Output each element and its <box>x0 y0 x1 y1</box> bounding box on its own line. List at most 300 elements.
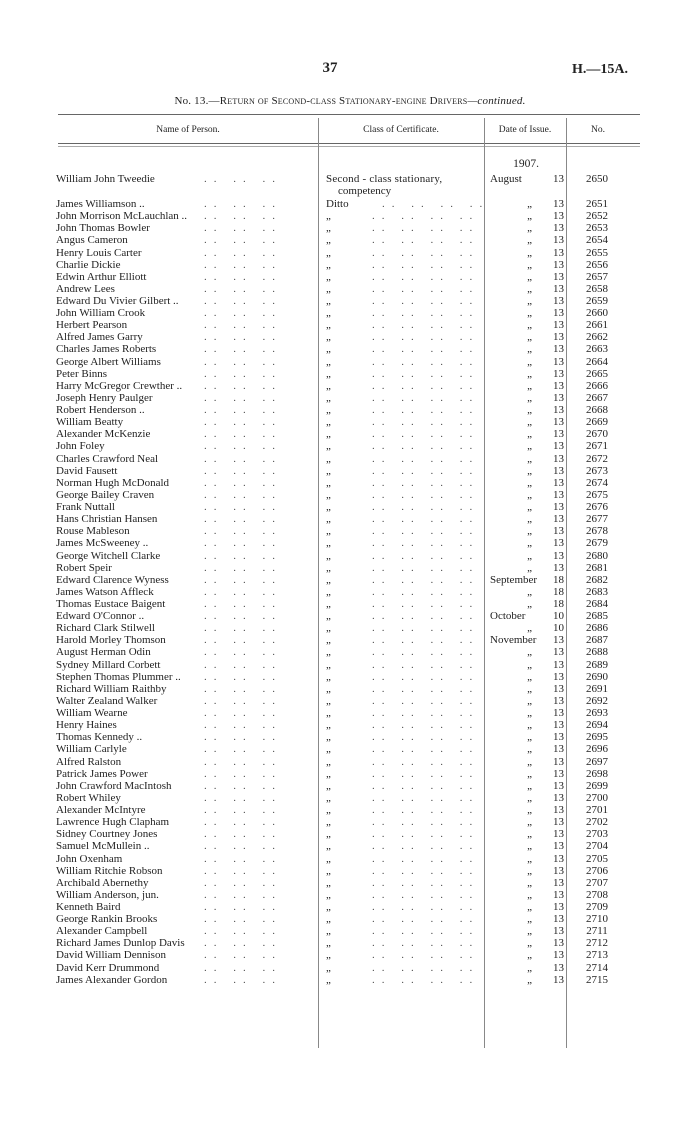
leader-dots: .. .. .. <box>204 864 282 877</box>
issue-month: „ <box>527 222 532 235</box>
issue-month: „ <box>527 622 532 635</box>
certificate-number: 2675 <box>586 488 608 501</box>
certificate-class: „ <box>326 852 331 865</box>
person-name: John Thomas Bowler <box>56 222 150 235</box>
issue-month: „ <box>527 598 532 610</box>
issue-day: 13 <box>553 937 564 950</box>
certificate-number: 2702 <box>586 816 608 829</box>
issue-day: 13 <box>553 295 564 307</box>
person-name: Alexander Campbell <box>56 925 148 938</box>
issue-day: 13 <box>553 501 564 513</box>
certificate-number: 2653 <box>586 222 608 235</box>
leader-dots: .. .. .. <box>204 198 282 210</box>
person-name: Robert Henderson .. <box>56 404 145 416</box>
column-header-no: No. <box>591 125 605 135</box>
leader-dots: .. .. .. <box>204 961 282 974</box>
certificate-number: 2688 <box>586 646 608 659</box>
issue-month: „ <box>527 937 532 950</box>
leader-dots: .. .. .. <box>204 622 282 635</box>
person-name: Edward O'Connor .. <box>56 610 145 623</box>
table-row <box>0 840 700 852</box>
leader-dots: .. .. .. .. <box>372 840 480 853</box>
table-row <box>0 768 700 780</box>
issue-month: „ <box>527 779 532 792</box>
person-name: Hans Christian Hansen <box>56 513 158 526</box>
leader-dots: .. .. .. <box>204 513 282 526</box>
certificate-class: „ <box>326 876 331 889</box>
table-row <box>0 816 700 828</box>
table-row <box>0 877 700 889</box>
issue-day: 13 <box>553 840 564 853</box>
leader-dots: .. .. .. .. <box>372 513 480 526</box>
issue-day: 13 <box>553 961 564 974</box>
leader-dots: .. .. .. <box>204 404 282 416</box>
issue-day: 13 <box>553 549 564 562</box>
table-row <box>0 574 700 586</box>
table-row <box>0 368 700 380</box>
issue-day: 13 <box>553 404 564 416</box>
leader-dots: .. .. .. <box>204 767 282 780</box>
leader-dots: .. .. .. .. <box>372 791 480 804</box>
person-name: John Crawford MacIntosh <box>56 779 172 792</box>
certificate-number: 2709 <box>586 901 608 913</box>
certificate-number: 2682 <box>586 573 608 586</box>
issue-month: „ <box>527 246 532 259</box>
leader-dots: .. .. .. <box>204 743 282 756</box>
issue-day: 13 <box>553 525 564 538</box>
leader-dots: .. .. .. <box>204 343 282 356</box>
leader-dots: .. .. .. .. <box>372 731 480 744</box>
issue-day: 13 <box>553 246 564 259</box>
leader-dots: .. .. .. <box>204 258 282 271</box>
issue-month: „ <box>527 295 532 307</box>
table-row <box>0 489 700 501</box>
issue-day: 13 <box>553 876 564 889</box>
person-name: Stephen Thomas Plummer .. <box>56 670 181 683</box>
certificate-number: 2662 <box>586 331 608 344</box>
issue-day: 13 <box>553 731 564 744</box>
certificate-class: „ <box>326 331 331 344</box>
person-name: Norman Hugh McDonald <box>56 476 170 489</box>
issue-month: „ <box>527 804 532 816</box>
issue-month: „ <box>527 925 532 938</box>
certificate-class: „ <box>326 755 331 768</box>
person-name: Andrew Lees <box>56 282 115 295</box>
issue-month: „ <box>527 452 532 465</box>
issue-day: 13 <box>553 355 564 368</box>
issue-day: 18 <box>553 585 564 598</box>
leader-dots: .. .. .. .. <box>372 234 480 247</box>
table-row <box>0 259 700 271</box>
certificate-class: „ <box>326 476 331 489</box>
leader-dots: .. .. .. <box>204 573 282 586</box>
leader-dots: .. .. .. <box>204 440 282 453</box>
certificate-class: „ <box>326 973 331 986</box>
table-row <box>0 719 700 731</box>
column-header-name: Name of Person. <box>156 125 220 135</box>
certificate-class: „ <box>326 513 331 526</box>
certificate-number: 2683 <box>586 585 608 598</box>
leader-dots: .. .. .. <box>204 488 282 501</box>
table-title-suffix: —continued. <box>467 95 526 107</box>
certificate-number: 2652 <box>586 210 608 223</box>
table-row <box>0 695 700 707</box>
certificate-class: „ <box>326 731 331 744</box>
issue-month: „ <box>527 901 532 913</box>
leader-dots: .. .. .. .. <box>372 876 480 889</box>
certificate-class: „ <box>326 840 331 853</box>
issue-month: „ <box>527 343 532 356</box>
issue-day: 13 <box>553 452 564 465</box>
table-row <box>0 901 700 913</box>
certificate-number: 2707 <box>586 876 608 889</box>
certificate-class: „ <box>326 391 331 404</box>
issue-day: 13 <box>553 804 564 816</box>
document-code: H.—15A. <box>572 62 628 77</box>
leader-dots: .. .. .. .. <box>372 307 480 320</box>
certificate-class: „ <box>326 901 331 913</box>
leader-dots: .. .. .. .. <box>372 573 480 586</box>
certificate-number: 2697 <box>586 755 608 768</box>
table-row <box>0 634 700 646</box>
leader-dots: .. .. .. <box>204 658 282 671</box>
table-row <box>0 307 700 319</box>
page-number: 37 <box>322 60 338 76</box>
certificate-number: 2661 <box>586 319 608 332</box>
leader-dots: .. .. .. <box>204 634 282 647</box>
leader-dots: .. .. .. <box>204 816 282 829</box>
issue-day: 13 <box>553 391 564 404</box>
certificate-number: 2710 <box>586 913 608 926</box>
table-row <box>0 925 700 937</box>
issue-month: „ <box>527 682 532 695</box>
table-row <box>0 610 700 622</box>
table-row <box>0 428 700 440</box>
leader-dots: .. .. .. <box>204 222 282 235</box>
issue-month: „ <box>527 319 532 332</box>
person-name: George Rankin Brooks <box>56 913 158 926</box>
leader-dots: .. .. .. <box>204 888 282 901</box>
table-row <box>0 937 700 949</box>
issue-day: 13 <box>553 694 564 707</box>
certificate-class: „ <box>326 282 331 295</box>
certificate-class: „ <box>326 828 331 841</box>
issue-month: „ <box>527 549 532 562</box>
issue-day: 13 <box>553 258 564 271</box>
leader-dots: .. .. .. .. <box>372 270 480 283</box>
table-row <box>0 513 700 525</box>
issue-month: „ <box>527 973 532 986</box>
certificate-number: 2660 <box>586 307 608 320</box>
table-row <box>0 537 700 549</box>
issue-day: 13 <box>553 234 564 247</box>
leader-dots: .. .. .. .. <box>372 779 480 792</box>
leader-dots: .. .. .. <box>204 210 282 223</box>
leader-dots: .. .. .. <box>204 234 282 247</box>
leader-dots: .. .. .. <box>204 694 282 707</box>
issue-month: „ <box>527 464 532 477</box>
certificate-class: „ <box>326 379 331 392</box>
leader-dots: .. .. .. .. <box>372 961 480 974</box>
table-row <box>0 974 700 986</box>
certificate-number: 2690 <box>586 670 608 683</box>
table-row <box>0 646 700 658</box>
issue-month: „ <box>527 391 532 404</box>
certificate-class: „ <box>326 319 331 332</box>
certificate-number: 2674 <box>586 476 608 489</box>
issue-day: 13 <box>553 864 564 877</box>
certificate-class: „ <box>326 343 331 356</box>
person-name: William Beatty <box>56 416 124 429</box>
issue-day: 13 <box>553 743 564 756</box>
certificate-class: „ <box>326 682 331 695</box>
certificate-class: „ <box>326 961 331 974</box>
issue-month: „ <box>527 670 532 683</box>
issue-day: 13 <box>553 634 564 647</box>
leader-dots: .. .. .. .. <box>372 416 480 429</box>
leader-dots: .. .. .. <box>204 319 282 332</box>
leader-dots: .. .. .. .. <box>372 804 480 816</box>
leader-dots: .. .. .. .. <box>372 379 480 392</box>
issue-day: 10 <box>553 610 564 623</box>
issue-month: „ <box>527 270 532 283</box>
certificate-class: „ <box>326 464 331 477</box>
issue-month: „ <box>527 440 532 453</box>
issue-day: 13 <box>553 913 564 926</box>
certificate-number: 2689 <box>586 658 608 671</box>
certificate-number: 2686 <box>586 622 608 635</box>
certificate-class: „ <box>326 791 331 804</box>
certificate-class: „ <box>326 779 331 792</box>
leader-dots: .. .. .. <box>204 525 282 538</box>
leader-dots: .. .. .. .. <box>372 755 480 768</box>
leader-dots: .. .. .. .. <box>372 707 480 719</box>
issue-month: „ <box>527 282 532 295</box>
certificate-number: 2673 <box>586 464 608 477</box>
issue-month: „ <box>527 743 532 756</box>
leader-dots: .. .. .. .. <box>372 816 480 829</box>
person-name: Joseph Henry Paulger <box>56 391 153 404</box>
issue-day: 13 <box>553 282 564 295</box>
certificate-number: 2701 <box>586 804 608 816</box>
table-row <box>0 743 700 755</box>
certificate-number: 2694 <box>586 719 608 732</box>
certificate-number: 2658 <box>586 282 608 295</box>
table-title-main: Return of Second-class Stationary-engine Drivers <box>219 95 468 107</box>
issue-day: 13 <box>553 658 564 671</box>
person-name: Samuel McMullein .. <box>56 840 150 853</box>
certificate-number: 2714 <box>586 961 608 974</box>
table-row <box>0 283 700 295</box>
leader-dots: .. .. .. <box>204 391 282 404</box>
table-row <box>0 210 700 222</box>
person-name: James Watson Affleck <box>56 585 154 598</box>
issue-month: August <box>490 173 522 185</box>
certificate-class: „ <box>326 295 331 307</box>
certificate-number: 2650 <box>586 173 608 185</box>
issue-day: 13 <box>553 488 564 501</box>
leader-dots: .. .. .. .. <box>372 428 480 441</box>
leader-dots: .. .. .. .. <box>372 295 480 307</box>
issue-month: „ <box>527 416 532 429</box>
person-name: John Oxenham <box>56 852 123 865</box>
certificate-number: 2712 <box>586 937 608 950</box>
leader-dots: .. .. .. <box>204 719 282 732</box>
issue-month: „ <box>527 852 532 865</box>
certificate-class: „ <box>326 598 331 610</box>
certificate-number: 2666 <box>586 379 608 392</box>
table-header-rule-2 <box>58 146 640 147</box>
certificate-class: „ <box>326 355 331 368</box>
leader-dots: .. .. .. .. <box>372 719 480 732</box>
table-row <box>0 550 700 562</box>
leader-dots: .. .. .. .. <box>372 476 480 489</box>
person-name: Robert Whiley <box>56 791 121 804</box>
certificate-number: 2672 <box>586 452 608 465</box>
leader-dots: .. .. .. .. <box>372 246 480 259</box>
certificate-class: „ <box>326 816 331 829</box>
table-row <box>0 222 700 234</box>
table-row <box>0 404 700 416</box>
leader-dots: .. .. .. .. <box>372 901 480 913</box>
person-name: John Foley <box>56 440 105 453</box>
certificate-number: 2659 <box>586 295 608 307</box>
issue-day: 13 <box>553 270 564 283</box>
table-row <box>0 477 700 489</box>
certificate-class: „ <box>326 719 331 732</box>
leader-dots: .. .. .. <box>204 804 282 816</box>
certificate-number: 2655 <box>586 246 608 259</box>
person-name: Frank Nuttall <box>56 501 115 513</box>
certificate-number: 2692 <box>586 694 608 707</box>
leader-dots: .. .. .. .. <box>372 828 480 841</box>
leader-dots: .. .. .. .. <box>372 282 480 295</box>
person-name: Sydney Millard Corbett <box>56 658 161 671</box>
issue-day: 13 <box>553 828 564 841</box>
leader-dots: .. .. .. .. <box>372 694 480 707</box>
leader-dots: .. .. .. <box>204 537 282 550</box>
table-row <box>0 707 700 719</box>
person-name: Harold Morley Thomson <box>56 634 166 647</box>
issue-day: 13 <box>553 767 564 780</box>
table-row <box>0 731 700 743</box>
certificate-number: 2681 <box>586 561 608 574</box>
leader-dots: .. .. .. .. <box>372 404 480 416</box>
certificate-class: „ <box>326 743 331 756</box>
person-name: William Anderson, jun. <box>56 888 159 901</box>
issue-month: „ <box>527 331 532 344</box>
certificate-class-continuation: competency <box>338 185 392 197</box>
issue-month: „ <box>527 816 532 829</box>
issue-day: 13 <box>553 198 564 210</box>
certificate-number: 2699 <box>586 779 608 792</box>
table-row <box>0 683 700 695</box>
certificate-class: „ <box>326 501 331 513</box>
table-row <box>0 562 700 574</box>
leader-dots: .. .. .. <box>204 501 282 513</box>
person-name: Walter Zealand Walker <box>56 694 158 707</box>
certificate-number: 2678 <box>586 525 608 538</box>
certificate-number: 2687 <box>586 634 608 647</box>
leader-dots: .. .. .. .. <box>372 670 480 683</box>
leader-dots: .. .. .. .. <box>372 888 480 901</box>
table-row <box>0 598 700 610</box>
person-name: Alfred Ralston <box>56 755 122 768</box>
table-row <box>0 949 700 961</box>
certificate-class: „ <box>326 707 331 719</box>
leader-dots: .. .. .. <box>204 355 282 368</box>
issue-month: „ <box>527 355 532 368</box>
table-row <box>0 295 700 307</box>
table-row <box>0 780 700 792</box>
issue-day: 13 <box>553 367 564 380</box>
certificate-number: 2708 <box>586 888 608 901</box>
table-row <box>0 622 700 634</box>
leader-dots: .. .. .. <box>204 246 282 259</box>
issue-day: 13 <box>553 707 564 719</box>
issue-day: 13 <box>553 331 564 344</box>
issue-month: „ <box>527 525 532 538</box>
certificate-class: „ <box>326 949 331 962</box>
table-row <box>0 392 700 404</box>
leader-dots: .. .. .. <box>204 876 282 889</box>
leader-dots: .. .. .. .. <box>372 464 480 477</box>
certificate-class: „ <box>326 937 331 950</box>
leader-dots: .. .. .. .. <box>372 440 480 453</box>
issue-month: „ <box>527 731 532 744</box>
certificate-number: 2703 <box>586 828 608 841</box>
issue-day: 13 <box>553 307 564 320</box>
leader-dots: .. .. .. .. <box>372 319 480 332</box>
issue-month: November <box>490 634 537 647</box>
issue-month: „ <box>527 488 532 501</box>
table-row <box>0 198 700 210</box>
leader-dots: .. .. .. <box>204 549 282 562</box>
leader-dots: .. .. .. .. <box>372 210 480 223</box>
leader-dots: .. .. .. .. <box>372 355 480 368</box>
issue-day: 13 <box>553 670 564 683</box>
table-row <box>0 804 700 816</box>
table-row <box>0 913 700 925</box>
table-row <box>0 501 700 513</box>
table-row <box>0 792 700 804</box>
certificate-number: 2664 <box>586 355 608 368</box>
certificate-number: 2680 <box>586 549 608 562</box>
table-row <box>0 465 700 477</box>
person-name: William Carlyle <box>56 743 127 756</box>
issue-month: „ <box>527 258 532 271</box>
leader-dots: .. .. .. <box>204 913 282 926</box>
issue-month: „ <box>527 961 532 974</box>
person-name: August Herman Odin <box>56 646 151 659</box>
certificate-class: „ <box>326 404 331 416</box>
person-name: Henry Louis Carter <box>56 246 142 259</box>
table-row <box>0 173 700 185</box>
issue-day: 13 <box>553 973 564 986</box>
certificate-class: „ <box>326 622 331 635</box>
certificate-number: 2705 <box>586 852 608 865</box>
leader-dots: .. .. .. <box>204 852 282 865</box>
certificate-class: „ <box>326 694 331 707</box>
leader-dots: .. .. .. <box>204 367 282 380</box>
certificate-class: „ <box>326 913 331 926</box>
certificate-number: 2706 <box>586 864 608 877</box>
issue-month: „ <box>527 428 532 441</box>
certificate-class: „ <box>326 428 331 441</box>
leader-dots: .. .. .. .. <box>372 646 480 659</box>
leader-dots: .. .. .. .. <box>372 743 480 756</box>
issue-day: 13 <box>553 379 564 392</box>
